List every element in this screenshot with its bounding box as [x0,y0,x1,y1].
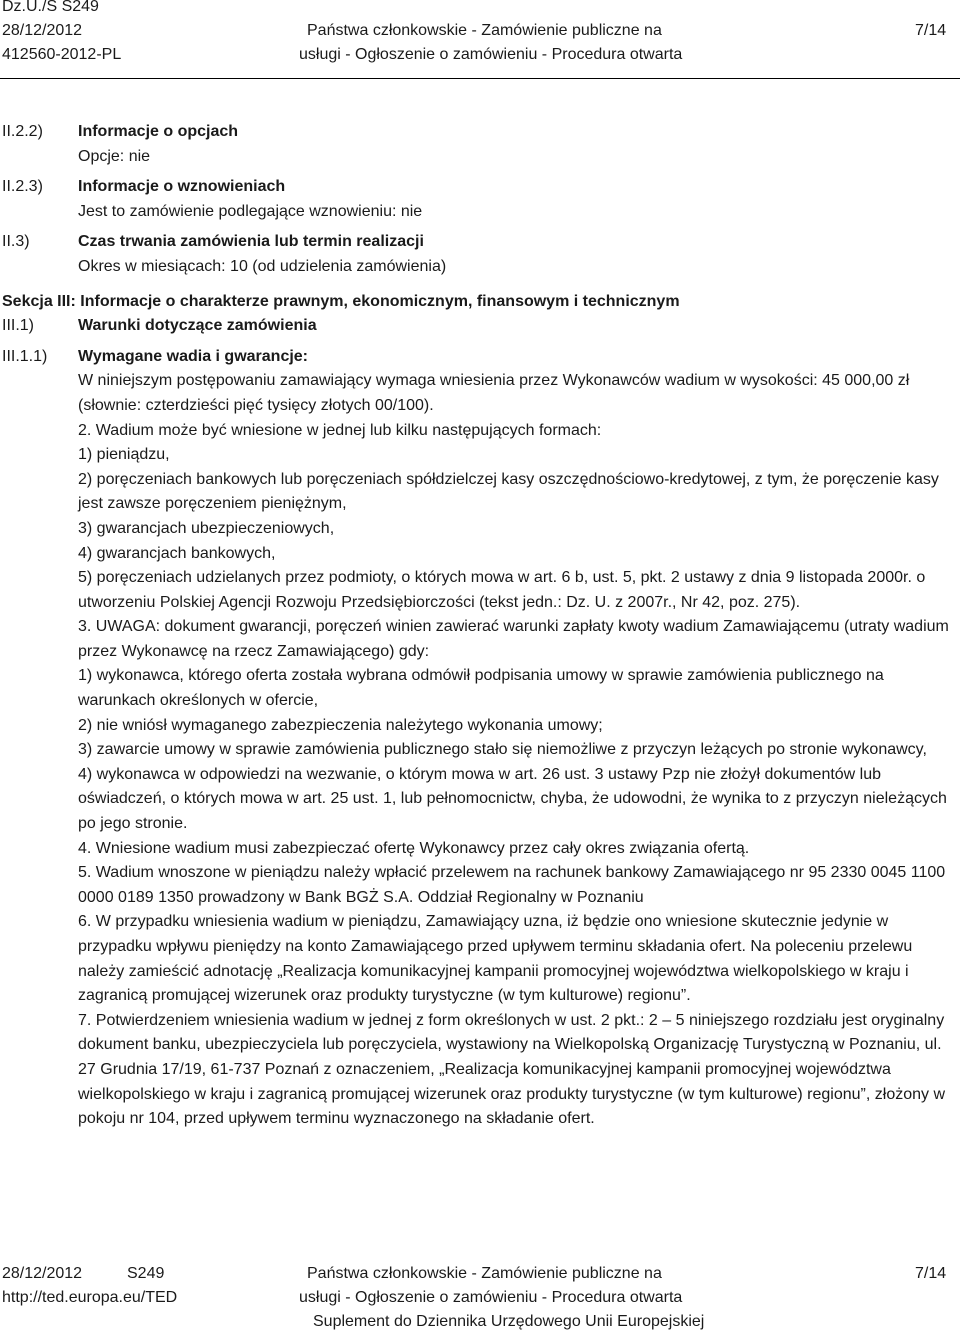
header-rule [0,78,960,79]
item-text: Opcje: nie [78,147,151,165]
item-number: II.3) [2,233,30,251]
page-header [0,0,960,76]
subsection-conditions [0,314,960,339]
section-2-items [0,120,960,1132]
section-3-title: Sekcja III: Informacje o charakterze prawnym, ekonomicznym, finansowym i technicznym [2,292,680,310]
paragraph: 2) nie wniósł wymaganego zabezpieczenia należytego wykonania umowy; [78,716,603,734]
item-duration [0,230,960,279]
item-heading: Czas trwania zamówienia lub termin realizacji [78,233,424,251]
page-footer [0,1262,960,1334]
paragraph: 3) zawarcie umowy w sprawie zamówienia publicznego stało się niemożliwe z przyczyn leżących po stronie wykonawcy, [78,741,927,759]
paragraph: 4) wykonawca w odpowiedzi na wezwanie, o którym mowa w art. 26 ust. 3 ustawy Pzp nie złożył dokumentów lub oświadczeń, o których mowa w art. 25 ust. 1, lub pełnomocnictw, chyba, że udowodni, że wynika to z przyczyn nieleżących po jego stronie. [78,765,947,833]
subsection-heading: Warunki dotyczące zamówienia [78,317,317,335]
paragraph: 7. Potwierdzeniem wniesienia wadium w jednej z form określonych w ust. 2 pkt.: 2 – 5 niniejszego rozdziału jest oryginalny dokument banku, ubezpieczyciela lub poręczyciela, wystawiony na Wielkopolską Organizację Turystyczną w Poznaniu, ul. 27 Grudnia 17/19, 61-737 Poznań z oznaczeniem, „Realizacja komunikacyjnej kampanii promocyjnej województwa wielkopolskiego w kraju i zagranicą promującej wizerunek oraz produkty turystyczne (w tym kulturowe) regionu”, złożony w pokoju nr 104, przed upływem terminu wyznaczonego na składanie ofert. [78,1011,946,1128]
header-title-line1: Państwa członkowskie - Zamówienie publiczne na [307,22,662,39]
footer-title-line3: Suplement do Dziennika Urzędowego Unii Europejskiej [313,1313,705,1330]
item-number: II.2.3) [2,178,43,196]
item-heading: Wymagane wadia i gwarancje: [78,347,309,365]
item-heading: Informacje o opcjach [78,123,239,140]
paragraph: 4. Wniesione wadium musi zabezpieczać ofertę Wykonawcy przez cały okres związania ofertą. [78,839,750,857]
header-date: 28/12/2012 [2,22,83,39]
paragraph: 6. W przypadku wniesienia wadium w pieniądzu, Zamawiający uzna, iż będzie ono wniesione skutecznie jedynie w przypadku wpływu pieniędzy na konto Zamawiającego przed upływem terminu składania ofert. Na poleceniu przelewu należy zamieścić adnotację „Realizacja komunikacyjnej kampanii promocyjnej województwa wielkopolskiego w kraju i zagranicą promującej wizerunek oraz produkty turystyczne (w tym kulturowe) regionu”. [78,913,913,1005]
footer-url: http://ted.europa.eu/TED [2,1289,178,1306]
footer-page-number: 7/14 [915,1265,947,1282]
notice-ref: 412560-2012-PL [2,46,122,63]
paragraph: W niniejszym postępowaniu zamawiający wymaga wniesienia przez Wykonawców wadium w wysokości: 45 000,00 zł (słownie: czterdzieści pięć tysięcy złotych 00/100). [78,372,910,414]
item-number: II.2.2) [2,123,43,140]
item-renewals [0,175,960,224]
item-options [0,120,960,169]
item-text: Okres w miesiącach: 10 (od udzielenia zamówienia) [78,257,447,275]
paragraph: 2) poręczeniach bankowych lub poręczeniach spółdzielczej kasy oszczędnościowo-kredytowej, z tym, że poręczenie kasy jest zawsze poręczeniem pieniężnym, [78,470,939,513]
footer-title-line1: Państwa członkowskie - Zamówienie publiczne na [307,1265,662,1282]
header-page-number: 7/14 [915,22,947,39]
journal-ref: Dz.U./S S249 [2,0,99,15]
paragraph: 3. UWAGA: dokument gwarancji, poręczeń winien zawierać warunki zapłaty kwoty wadium Zamawiającemu (utraty wadium przez Wykonawcę na rzecz Zamawiającego) gdy: [78,618,949,660]
paragraph: 4) gwarancjach bankowych, [78,544,276,562]
item-number: III.1.1) [2,347,48,365]
header-title-line2: usługi - Ogłoszenie o zamówieniu - Procedura otwarta [299,46,683,63]
item-text: Jest to zamówienie podlegające wznowieniu: nie [78,202,423,220]
subsection-number: III.1) [2,317,35,335]
item-deposits [0,345,960,1132]
footer-issue: S249 [127,1265,165,1282]
paragraph: 5. Wadium wnoszone w pieniądzu należy wpłacić przelewem na rachunek bankowy Zamawiającego nr 95 2330 0045 1100 0000 0189 1350 prowadzony w Bank BGŻ S.A. Oddział Regionalny w Poznaniu [78,864,946,906]
item-heading: Informacje o wznowieniach [78,178,286,196]
paragraph: 5) poręczeniach udzielanych przez podmioty, o których mowa w art. 6 b, ust. 5, pkt. 2 ustawy z dnia 9 listopada 2000r. o utworzeniu Polskiej Agencji Rozwoju Przedsiębiorczości (tekst jedn.: Dz. U. z 2007r., Nr 42, poz. 275). [78,569,926,611]
footer-title-line2: usługi - Ogłoszenie o zamówieniu - Procedura otwarta [299,1289,683,1306]
paragraph: 1) pieniądzu, [78,446,170,464]
paragraph: 1) wykonawca, którego oferta została wybrana odmówił podpisania umowy w sprawie zamówienia publicznego na warunkach określonych w ofercie, [78,667,884,710]
paragraph: 3) gwarancjach ubezpieczeniowych, [78,519,335,537]
paragraph: 2. Wadium może być wniesione w jednej lub kilku następujących formach: [78,421,602,439]
footer-date: 28/12/2012 [2,1265,83,1282]
